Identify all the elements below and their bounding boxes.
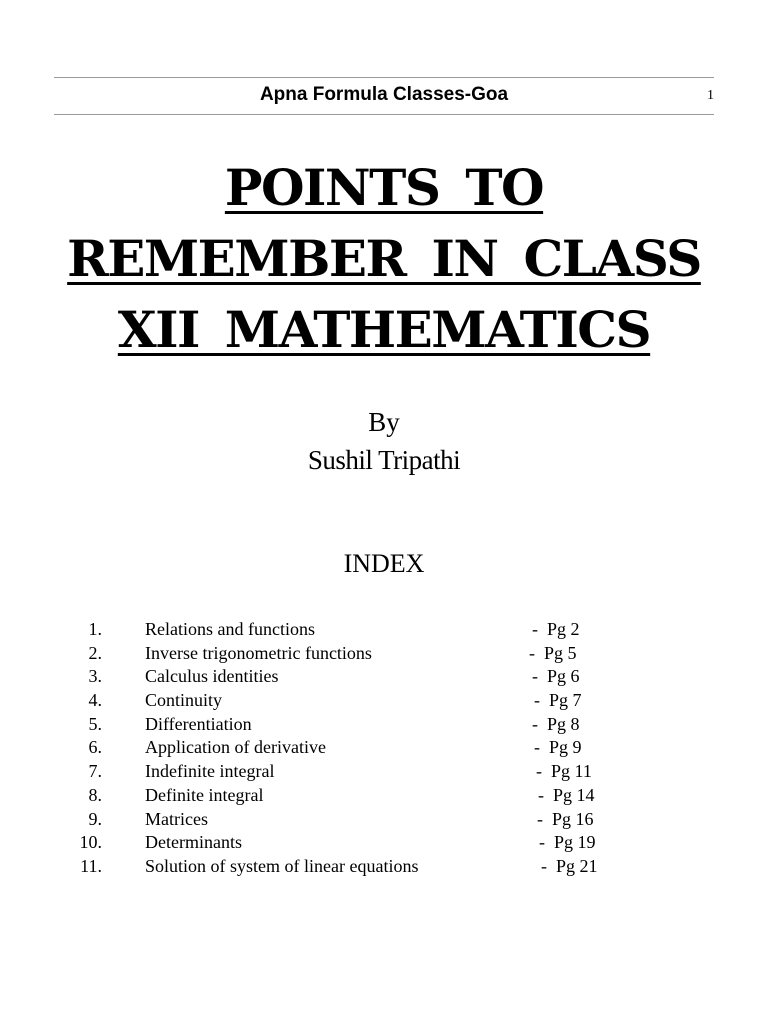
- index-item-topic: Inverse trigonometric functions: [145, 642, 372, 663]
- title-line-1: POINTS TO: [224, 158, 544, 217]
- index-item-number: 1.: [88, 619, 102, 639]
- index-item: [0, 642, 768, 666]
- index-item: [0, 665, 768, 689]
- index-item-topic: Calculus identities: [145, 666, 279, 687]
- author-name: Sushil Tripathi: [307, 445, 461, 475]
- index-item-page: - Pg 11: [536, 761, 592, 782]
- index-item: [0, 784, 768, 808]
- index-item: [0, 713, 768, 737]
- index-item-topic: Definite integral: [145, 784, 264, 805]
- index-item-number: 2.: [88, 642, 102, 663]
- index-item: [0, 736, 768, 760]
- title-line-2: REMEMBER IN CLASS: [67, 229, 701, 288]
- by-label: By: [368, 407, 400, 437]
- index-item: [0, 760, 768, 784]
- index-item-page: - Pg 16: [537, 808, 594, 829]
- index-heading: INDEX: [343, 549, 425, 578]
- index-item-page: - Pg 2: [532, 619, 580, 639]
- header-bottom-rule: [54, 114, 714, 115]
- index-item-page: - Pg 5: [529, 642, 577, 663]
- index-item-page: - Pg 14: [538, 784, 595, 805]
- index-item-topic: Determinants: [145, 832, 242, 853]
- index-item-page: - Pg 7: [534, 690, 582, 711]
- header-top-rule: [54, 77, 714, 78]
- index-item: [0, 831, 768, 855]
- index-item-page: - Pg 21: [541, 855, 598, 876]
- index-item-number: 8.: [88, 784, 102, 805]
- document-title: [0, 152, 768, 365]
- index-item-number: 5.: [88, 713, 102, 734]
- index-item-topic: Continuity: [145, 690, 223, 711]
- index-item-number: 7.: [88, 761, 102, 782]
- page-number: 1: [707, 88, 714, 103]
- index-item-number: 3.: [88, 666, 102, 687]
- index-item-number: 9.: [88, 808, 102, 829]
- index-item-number: 11.: [80, 855, 102, 876]
- index-list: [0, 618, 768, 879]
- title-line-3: XII MATHEMATICS: [117, 300, 651, 359]
- index-item-number: 10.: [79, 832, 102, 853]
- header-title: Apna Formula Classes-Goa: [259, 84, 509, 105]
- index-item-topic: Relations and functions: [145, 619, 315, 639]
- index-item-page: - Pg 9: [534, 737, 582, 758]
- index-item-topic: Solution of system of linear equations: [145, 855, 419, 876]
- index-item-number: 6.: [88, 737, 102, 758]
- index-item: [0, 855, 768, 879]
- index-item-number: 4.: [88, 690, 102, 711]
- index-item-page: - Pg 19: [539, 832, 596, 853]
- index-item-topic: Application of derivative: [145, 737, 326, 758]
- index-item-topic: Matrices: [145, 808, 208, 829]
- index-item: [0, 618, 768, 642]
- index-item-page: - Pg 8: [532, 713, 580, 734]
- index-item-topic: Differentiation: [145, 713, 252, 734]
- index-item: [0, 689, 768, 713]
- index-item-page: - Pg 6: [532, 666, 580, 687]
- index-item: [0, 808, 768, 832]
- index-item-topic: Indefinite integral: [145, 761, 275, 782]
